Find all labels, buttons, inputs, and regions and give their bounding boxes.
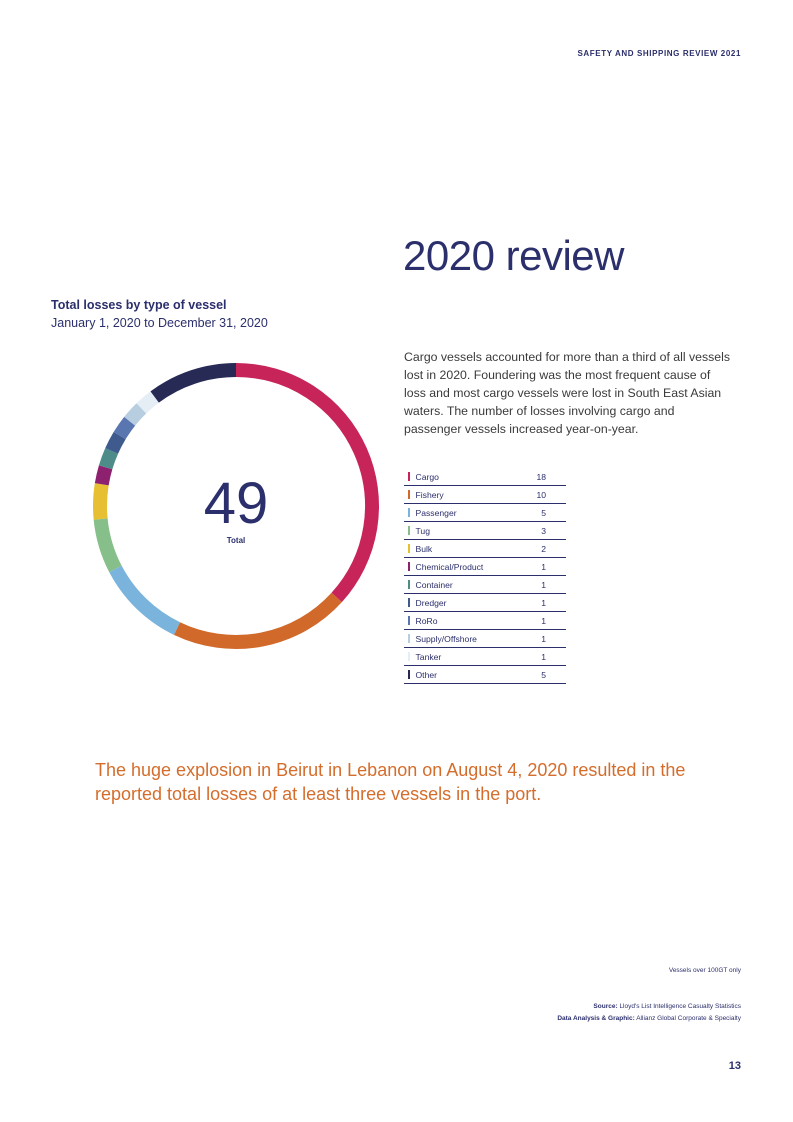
source-label: Source:	[593, 1003, 618, 1010]
legend-label: Tug	[415, 525, 430, 536]
legend-label: RoRo	[415, 615, 438, 626]
legend-swatch	[408, 544, 410, 553]
legend-swatch	[408, 634, 410, 643]
legend-label: Supply/Offshore	[415, 633, 477, 644]
legend-swatch	[408, 490, 410, 499]
donut-slice-container	[106, 451, 112, 467]
legend-row	[404, 630, 566, 648]
legend-label: Bulk	[415, 543, 433, 554]
legend-value: 3	[541, 525, 546, 536]
legend-row	[404, 540, 566, 558]
legend-table	[404, 468, 566, 684]
legend-row	[404, 648, 566, 666]
donut-center-value: 49	[203, 471, 269, 536]
source-text: Lloyd's List Intelligence Casualty Statistics	[619, 1003, 741, 1010]
legend-row	[404, 468, 566, 486]
legend-row	[404, 558, 566, 576]
donut-slice-tug	[101, 519, 116, 569]
legend-swatch	[408, 472, 410, 481]
legend-value: 5	[541, 507, 546, 518]
donut-center-label: Total	[226, 536, 246, 545]
legend-label: Tanker	[415, 651, 442, 662]
legend-value: 1	[541, 597, 546, 608]
legend-row	[404, 486, 566, 504]
legend-swatch	[408, 652, 410, 661]
donut-slice-bulk	[100, 484, 102, 519]
legend-row	[404, 594, 566, 612]
legend-swatch	[408, 562, 410, 571]
donut-slice-dredger	[112, 435, 120, 450]
legend-row	[404, 576, 566, 594]
legend-label: Container	[415, 579, 453, 590]
callout-text: The huge explosion in Beirut in Lebanon on August 4, 2020 resulted in the reported total losses of at least three vessels in the port.	[95, 760, 686, 804]
legend-label: Chemical/Product	[415, 561, 484, 572]
donut-slice-chemical-product	[102, 467, 106, 484]
section-title: 2020 review	[403, 232, 624, 279]
legend-label: Fishery	[415, 489, 444, 500]
legend-row	[404, 666, 566, 684]
legend-value: 1	[541, 633, 546, 644]
legend-value: 2	[541, 543, 546, 554]
donut-slice-fishery	[177, 597, 337, 642]
legend-label: Dredger	[415, 597, 447, 608]
legend-swatch	[408, 616, 410, 625]
legend-value: 1	[541, 561, 546, 572]
donut-slice-tanker	[141, 397, 154, 408]
legend-value: 1	[541, 579, 546, 590]
legend-value: 10	[536, 489, 546, 500]
footnote: Vessels over 100GT only	[668, 967, 741, 974]
legend-row	[404, 522, 566, 540]
legend-label: Passenger	[415, 507, 457, 518]
donut-slice-roro	[120, 421, 130, 435]
legend-swatch	[408, 526, 410, 535]
donut-slice-other	[155, 370, 236, 397]
chart-subtitle: January 1, 2020 to December 31, 2020	[51, 316, 268, 330]
analysis-label: Data Analysis & Graphic:	[557, 1015, 635, 1022]
header-title: SAFETY AND SHIPPING REVIEW 2021	[577, 49, 741, 58]
legend-row	[404, 612, 566, 630]
legend-value: 18	[536, 471, 546, 482]
legend-swatch	[408, 670, 410, 679]
chart-title: Total losses by type of vessel	[51, 298, 227, 312]
legend-label: Other	[415, 669, 437, 680]
legend-value: 1	[541, 615, 546, 626]
analysis-text: Allianz Global Corporate & Specialty	[636, 1015, 741, 1022]
donut-slice-passenger	[115, 569, 177, 629]
donut-slice-supply-offshore	[130, 408, 142, 421]
analysis-line	[557, 1013, 741, 1025]
source-line	[557, 1001, 741, 1013]
legend-swatch	[408, 598, 410, 607]
legend-value: 1	[541, 651, 546, 662]
legend-value: 5	[541, 669, 546, 680]
source-block	[557, 1001, 741, 1025]
legend-swatch	[408, 580, 410, 589]
intro-paragraph: Cargo vessels accounted for more than a third of all vessels lost in 2020. Foundering was the most frequent cause of loss and most cargo vessels were lost in South East Asian waters. The number of losses involving cargo and passenger vessels increased year-on-year.	[404, 350, 731, 436]
legend-row	[404, 504, 566, 522]
legend-swatch	[408, 508, 410, 517]
legend-label: Cargo	[415, 471, 439, 482]
page-number: 13	[728, 1060, 741, 1072]
donut-chart	[90, 360, 390, 660]
